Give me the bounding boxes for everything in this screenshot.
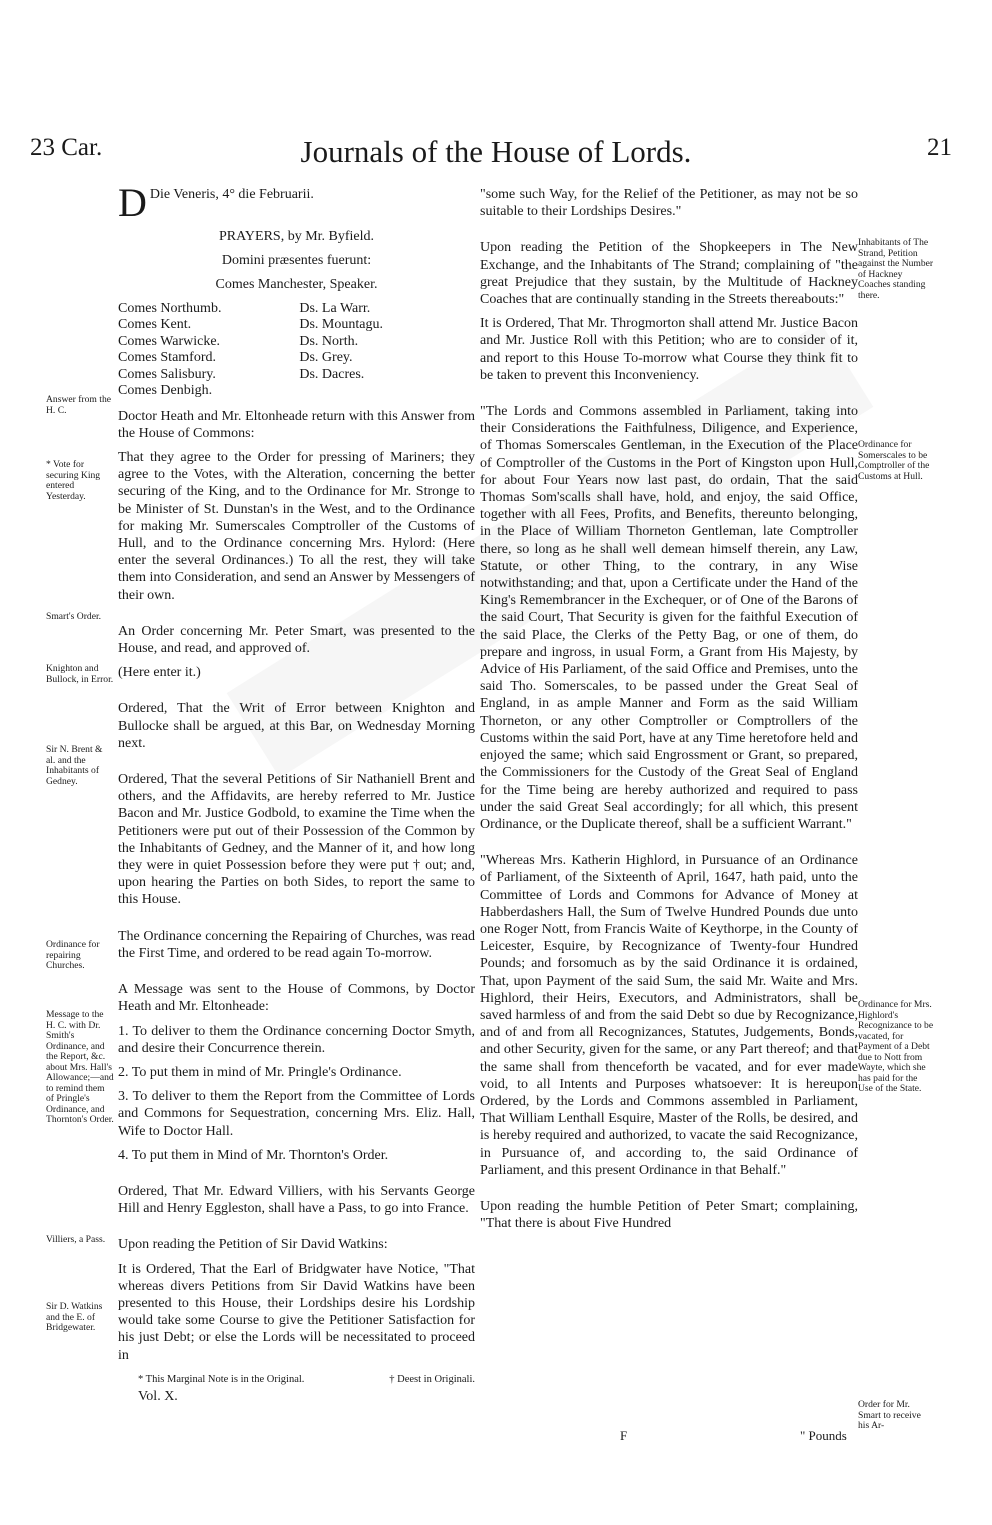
lord-name: Ds. Dacres. [299, 366, 365, 382]
lord-name: Comes Salisbury. [118, 366, 216, 382]
paragraph: "Whereas Mrs. Katherin Highlord, in Pursuance of an Ordinance of Parliament, of the Sixteenth of April, 1647, hath paid, unto the Committee of Lords and Commons for Advance of Money at Habberdashers Hall, the Sum of Twelve Hundred Pounds due unto one Roger Nott, from Francis Waite of Keythorpe, in the County of Leicester, Esquire, by Recognizance of Twenty-four Hundred Pounds; and forsomuch as by the said Ordinance it is ordained, That, upon Payment of the said Sum, the said Mr. Waite and Mrs. Highlord, their Heirs, Executors, and Administrators, shall be saved harmless of and from the said Debt so due by Recognizance, and of and from all Recognizances, Statutes, Judgements, Bonds, and other Security, given for the same, or any Part thereof; and that the same shall from thenceforth be vacated, and for ever made void, to all Intents and Purposes whatsoever: It is hereupon Ordered, by the Lords and Commons assembled in Parliament, That William Lenthall Esquire, Master of the Rolls, be desired, and is hereby required and authorized, to vacate the said Recognizance, in Pursuance of, and according to, the said Ordinance of Parliament, and this present Ordinance in that Behalf." [480, 853, 858, 1178]
lord-name: Comes Denbigh. [118, 383, 213, 399]
paragraph: (Here enter it.) [118, 665, 201, 681]
margin-note: Smart's Order. [46, 611, 102, 622]
paragraph: 2. To put them in mind of Mr. Pringle's Ordinance. [118, 1064, 402, 1080]
paragraph: That they agree to the Order for pressing of Mariners; they agree to the Votes, with the Alteration, concerning the better securing of the King, and to the Ordinance for Mr. Stronge to be Minister of St. Dunstan's in the West, and to the Ordinance for making Mr. Sumerscales Comptroller of the Customs of Hull, and to the Ordinance concerning Mrs. Hylord: (Here enter the several Ordinances.) To all the rest, they will take them into Consideration, and send an Answer by Messengers of their own. [118, 450, 475, 603]
paragraph: Doctor Heath and Mr. Eltonheade return with this Answer from the House of Commons: [118, 408, 475, 441]
page-number: 21 [927, 134, 952, 161]
margin-note: Sir D. Watkins and the E. of Bridgewater. [46, 1301, 103, 1333]
margin-note: Order for Mr. Smart to receive his Ar- [858, 1399, 921, 1431]
journal-title: Journals of the House of Lords. [300, 134, 692, 169]
domini-line: Domini præsentes fuerunt: [221, 253, 372, 269]
paragraph: An Order concerning Mr. Peter Smart, was presented to the House, and read, and approved of. [118, 623, 475, 657]
margin-note: Villiers, a Pass. [46, 1234, 106, 1245]
lord-name: Comes Kent. [118, 317, 192, 333]
regnal-year: 23 Car. [30, 134, 103, 161]
right-column [480, 186, 858, 1239]
paragraph: 1. To deliver to them the Ordinance concerning Doctor Smyth, and desire their Concurrence therein. [118, 1023, 475, 1056]
margin-note: Answer from the H. C. [46, 394, 112, 416]
page-header [30, 134, 962, 174]
paragraph: Upon reading the humble Petition of Peter Smart; complaining, "That there is about Five Hundred [480, 1198, 858, 1232]
margin-note: Inhabitants of The Strand, Petition against the Number of Hackney Coaches standing there. [858, 237, 934, 301]
lord-name: Ds. Mountagu. [299, 317, 383, 333]
lords-list-earls [118, 301, 221, 400]
footnote: † Deest in Originali. [389, 1373, 475, 1385]
paragraph: 4. To put them in Mind of Mr. Thornton's Order. [118, 1147, 389, 1163]
footnote: * This Marginal Note is in the Original. [138, 1373, 305, 1385]
margin-note: Knighton and Bullock, in Error. [46, 663, 114, 685]
margin-note: Ordinance for repairing Churches. [46, 939, 100, 971]
margin-note: Ordinance for Somerscales to be Comptroller of the Customs at Hull. [858, 439, 930, 482]
paragraph: Ordered, That Mr. Edward Villiers, with his Servants George Hill and Henry Eggleston, shall have a Pass, to go into France. [118, 1183, 475, 1217]
lord-name: Ds. North. [299, 333, 359, 349]
paragraph: It is Ordered, That the Earl of Bridgwater have Notice, "That whereas divers Petitions from Sir David Watkins have been presented to this House, their Lordships desire his Lordship would take some Course to give the Petitioner Satisfaction for his just Debt; or else the Lords will be necessitated to proceed in [118, 1261, 475, 1363]
paragraph: The Ordinance concerning the Repairing of Churches, was read the First Time, and ordered to be read again To-morrow. [118, 928, 475, 961]
paragraph: A Message was sent to the House of Commons, by Doctor Heath and Mr. Eltonheade: [118, 982, 475, 1015]
lord-name: Ds. Grey. [299, 350, 353, 366]
lord-name: Comes Stamford. [118, 350, 216, 366]
margin-note: * Vote for securing King entered Yesterday. [46, 459, 101, 502]
margin-note: Ordinance for Mrs. Highlord's Recognizance to be vacated, for Payment of a Debt due to Nott from Wayte, which she has paid for the Use of the State. [858, 999, 934, 1094]
paragraph: Upon reading the Petition of the Shopkeepers in The New Exchange, and the Inhabitants of The Strand; complaining of "the great Prejudice that they sustain, by the Multitude of Hackney Coaches that are continually standing in the Streets thereabouts:" [480, 240, 858, 308]
paragraph: Ordered, That the several Petitions of Sir Nathaniell Brent and others, and the Affidavits, are hereby referred to Mr. Justice Bacon and Mr. Justice Godbold, to examine the Time when the Petitioners were put out of their Possession of the Common by the Inhabitants of Gedney, and the Manner of it, and how long they were in quiet Possession before they were put † out; and, upon hearing the Parties on both Sides, to report the same to this House. [118, 772, 475, 908]
volume-mark: Vol. X. [138, 1388, 178, 1404]
paragraph: "some such Way, for the Relief of the Petitioner, as may not be so suitable to their Lordships Desires." [480, 187, 858, 220]
lord-name: Comes Northumb. [118, 300, 222, 316]
prayers-line: PRAYERS, by Mr. Byfield. [218, 229, 375, 244]
left-column [118, 180, 475, 1405]
margin-note: Message to the H. C. with Dr. Smith's Ordinance, and the Report, &c. about Mrs. Hall's Allowance;—and to remind them of Pringle's Ordinance, and Thornton's Order. [46, 1009, 114, 1125]
paragraph: Ordered, That the Writ of Error between Knighton and Bullocke shall be argued, at this Bar, on Wednesday Morning next. [118, 701, 475, 751]
paragraph: 3. To deliver to them the Report from the Committee of Lords and Commons for Sequestration, concerning Mrs. Eliz. Hall, Wife to Doctor Hall. [118, 1089, 475, 1139]
footnotes [118, 1371, 475, 1388]
catchword: " Pounds [800, 1428, 847, 1443]
lord-name: Comes Warwicke. [118, 333, 221, 349]
sitting-date: D Die Veneris, 4° die Februarii. [118, 180, 314, 225]
paragraph: It is Ordered, That Mr. Throgmorton shall attend Mr. Justice Bacon and Mr. Justice Roll with this Petition; who are to consider of it, and report to this House To-morrow what Course they think fit to be taken to prevent this Inconveniency. [480, 316, 858, 383]
lords-list-barons [299, 301, 383, 400]
paragraph: "The Lords and Commons assembled in Parliament, taking into their Considerations the Faithfulness, Diligence, and Experience, of Thomas Somerscales Gentleman, in the Execution of the Place of Comptroller of the Customs in the Port of Kingston upon Hull, for about Four Years now last past, do ordain, That the said Thomas Som'scalls shall have, hold, and enjoy, the said Office, together with all Fees, Profits, and Benefits, thereunto belonging, in the Place of William Thorneton Gentleman, late Comptroller there, so long as he shall well demean himself therein, any Law, Statute, or other Thing, to the contrary, in any Wise notwithstanding; and that, upon a Certificate under the Hand of the King's Remembrancer in the Exchequer, or of One of the Barons of the said Court, That Security is given for the faithful Execution of the said Place, the Clerks of the Petty Bag, or one of them, do prepare and ingross, in usual Form, a Grant from His Majesty, by Advice of His Parliament, of the said Office and Premises, unto the said Tho. Somerscales, to be passed under the Great Seal of England, in as ample Manner and Form as the said William Thorneton, or any other Comptroller or Comptrollers of the Customs within the said Port, have at any Time heretofore held and enjoyed the same; which said Engrossment or Grant, so prepared, the Commissioners for the Custody of the Great Seal of England for the Time being are hereby authorized and required to pass under the said Great Seal accordingly; for all which, this present Ordinance, or the Duplicate thereof, shall be a sufficient Warrant." [480, 404, 858, 832]
speaker-line: Comes Manchester, Speaker. [215, 277, 378, 293]
lord-name: Ds. La Warr. [299, 300, 371, 316]
paragraph: Upon reading the Petition of Sir David Watkins: [118, 1237, 388, 1253]
signature-mark: F [620, 1428, 628, 1443]
margin-note: Sir N. Brent & al. and the Inhabitants of Gedney. [46, 744, 103, 787]
lords-present [118, 301, 383, 400]
